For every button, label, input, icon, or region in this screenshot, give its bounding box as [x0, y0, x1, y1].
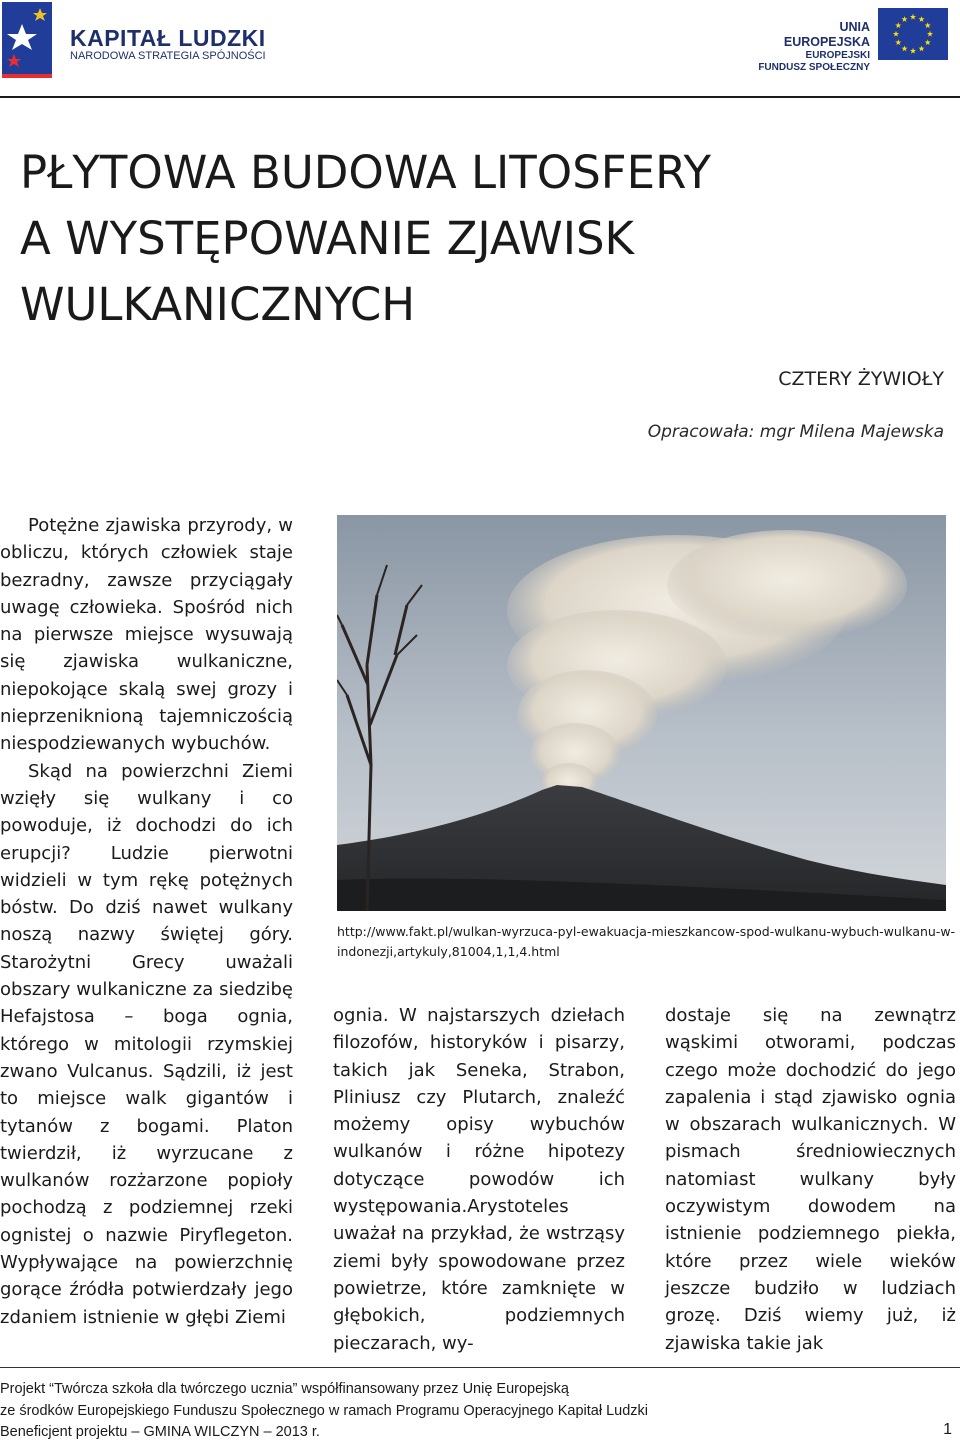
- paragraph-intro: Potężne zjawiska przyrody, w obliczu, których człowiek staje bezradny, zawsze przyciągały uwagę człowieka. Spośród nich na pierwsze miejsce wysuwają się zjawiska wulkaniczne, niepokojące skalą swej grozy i nieprzeniknioną tajemniczością niespodziewanych wybuchów.: [0, 515, 293, 755]
- text-column-right: [665, 1002, 956, 1357]
- kapital-ludzki-name: KAPITAŁ LUDZKI: [70, 25, 266, 51]
- author-line: Opracowała: mgr Milena Majewska: [647, 422, 944, 442]
- page-number: 1: [943, 1421, 952, 1438]
- footer-beneficiary-line: Beneficjent projektu – GMINA WILCZYN – 2013 r.: [0, 1424, 320, 1440]
- document-title: [20, 140, 920, 338]
- paragraph-continued: ognia. W najstarszych dziełach filozofów, historyków i pisarzy, takich jak Seneka, Strabon, Pliniusz czy Plutarch, znaleźć możemy opisy wybuchów wulkanów i różne hipotezy dotyczące powodów ich występowania.Arystoteles uważał na przykład, że wstrząsy ziemi były spowodowane przez powietrze, które zamknięte w głębokich, podziemnych pieczarach, wy-: [333, 1005, 625, 1354]
- paragraph-history: Skąd na powierzchni Ziemi wzięły się wulkany i co powoduje, iż dochodzi do ich erupcji? Ludzie pierwotni widzieli w tym rękę potężnych bóstw. Do dziś nawet wulkany noszą nazwy świętej góry. Starożytni Grecy uważali obszary wulkaniczne za siedzibę Hefajstosa – boga ognia, którego w mitologii rzymskiej zwano Vulcanus. Sądzili, iż jest to miejsce walk gigantów i tytanów z bogami. Platon twierdził, iż wyrzucane z wulkanów rozżarzone popioły pochodzą z podziemnej rzeki ognistej o nazwie Piryflegeton. Wypływające na powierzchnię gorące źródła potwierdzały jego zdaniem istnienie w głębi Ziemi: [0, 760, 293, 1328]
- eu-flag-icon: [878, 8, 948, 60]
- footer-project-line: Projekt “Twórcza szkoła dla twórczego ucznia” współfinansowany przez Unię Europejską: [0, 1381, 569, 1397]
- footer-funding-line: ze środków Europejskiego Funduszu Społecznego w ramach Programu Operacyjnego Kapitał Ludzki: [0, 1402, 649, 1419]
- page-header: [0, 0, 960, 96]
- volcano-photo: [337, 515, 946, 911]
- paragraph-continued-2: dostaje się na zewnątrz wąskimi otworami, podczas czego może dochodzić do jego zapalenia i stąd zjawisko ognia w obszarach wulkanicznych. W pismach średniowiecznych natomiast wulkany były oczywistym dowodem na istnienie podziemnego piekła, które przez wiele wieków jeszcze budziło w ludziach grozę. Dziś wiemy już, iż zjawiska takie jak: [665, 1005, 956, 1354]
- title-line-1: PŁYTOWA BUDOWA LITOSFERY: [20, 146, 711, 199]
- kapital-ludzki-subtitle: NARODOWA STRATEGIA SPÓJNOŚCI: [70, 50, 266, 62]
- text-column-middle: [333, 1002, 625, 1357]
- title-line-3: WULKANICZNYCH: [20, 278, 416, 331]
- text-column-left: [0, 512, 293, 1331]
- eu-name: UNIA EUROPEJSKA: [783, 20, 870, 49]
- eu-logo-text: [752, 20, 870, 74]
- eu-fund-line1: EUROPEJSKI: [805, 50, 870, 61]
- title-line-2: A WYSTĘPOWANIE ZJAWISK: [20, 212, 635, 265]
- series-name: CZTERY ŻYWIOŁY: [778, 368, 944, 390]
- eu-fund-line2: FUNDUSZ SPOŁECZNY: [758, 62, 870, 73]
- kapital-ludzki-logo: [2, 2, 52, 78]
- header-divider: [0, 96, 960, 98]
- page-footer: [0, 1379, 960, 1444]
- footer-divider: [0, 1367, 960, 1368]
- photo-caption: http://www.fakt.pl/wulkan-wyrzuca-pyl-ewakuacja-mieszkancow-spod-wulkanu-wybuch-wulkanu-w-indonezji,artykuly,81004,1,1,4.html: [337, 924, 956, 959]
